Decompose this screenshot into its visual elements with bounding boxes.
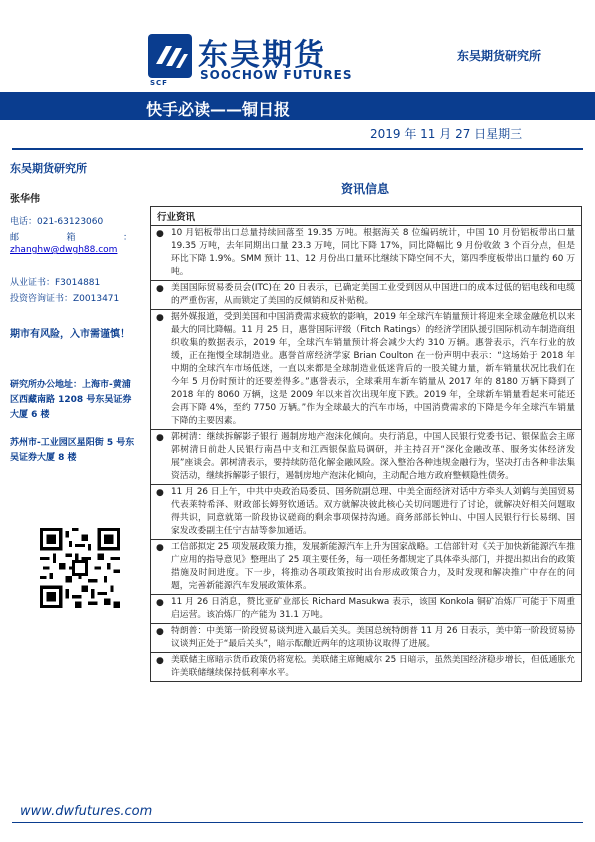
page-header bbox=[0, 0, 595, 92]
news-text: 美联储主席暗示货币政策仍将宽松。美联储主席鲍威尔 25 日暗示，虽然美国经济稳步增长，但低通胀允许美联储继续保持低利率水平。 bbox=[171, 655, 575, 678]
news-box-heading: 行业资讯 bbox=[151, 207, 581, 226]
bullet-icon: ● bbox=[156, 284, 164, 294]
news-text: 特朗普：中美第一阶段贸易谈判进入最后关头。美国总统特朗普 11 月 26 日表示，美中第一阶段贸易协议谈判正处于“最后关头”，暗示酝酿近两年的这项协议取得了进展。 bbox=[171, 626, 575, 649]
bullet-icon: ● bbox=[156, 229, 164, 239]
bullet-icon: ● bbox=[156, 433, 164, 443]
email-label bbox=[10, 230, 132, 243]
email-label-mid: 箱 bbox=[66, 233, 76, 243]
news-item bbox=[151, 624, 581, 653]
footer-website-link[interactable]: www.dwfutures.com bbox=[20, 804, 153, 819]
consulting-license: 投资咨询证书：Z0013471 bbox=[10, 294, 120, 304]
news-text: 10 月铝板带出口总量持续回落至 19.35 万吨。根据海关 8 位编码统计，中国 10 月份铝板带出口量 19.35 万吨，去年同期出口量 23.3 万吨，同比下降 17%，同比降幅比 9 月份收敛 3 个百分点，但是环比下降 1.9%。SMM 预计 11、12 月份出口量环比继续下降空间不大，第四季度板带出口量约 60 万吨。 bbox=[171, 228, 575, 277]
risk-warning: 期市有风险，入市需谨慎！ bbox=[10, 329, 130, 340]
news-item bbox=[151, 595, 581, 624]
bullet-icon: ● bbox=[156, 598, 164, 608]
news-item bbox=[151, 485, 581, 540]
news-item bbox=[151, 540, 581, 595]
soochow-logo-icon bbox=[148, 34, 192, 78]
email-label-colon: ： bbox=[122, 233, 132, 243]
title-banner bbox=[0, 92, 595, 120]
logo-chinese-name: 东吴期货 bbox=[198, 38, 326, 73]
qr-code-icon bbox=[40, 528, 120, 608]
news-text: 据外媒报道，受到美国和中国消费需求疲软的影响，2019 年全球汽车销量预计将迎来全球金融危机以来最大的同比降幅。11 月 25 日，惠誉国际评级（Fitch Ratings）的经济学团队援引国际机动车制造商组织收集的数据表示，2019 年，全球汽车销量预计将会减少大约 310 万辆。惠誉表示，汽车行业的放缓，正在拖慢全球制造业。惠誉首席经济学家 Brian Coulton 在一份声明中表示：“这场始于 2018 年中期的全球汽车市场低迷，一直以来都是全球制造业低迷背后的一股关键力量，新车销量状况比我们在今年 5 月份时预计的还要差得多。”惠誉表示，全球乘用车新车销量从 2017 年的 8180 万辆下降到了 2018 年的 8060 万辆，这是 2009 年以来首次出现年度下跌。2019 年，全球新车销量看起来可能还会再下降 4%，至约 7750 万辆。”作为全球最大的汽车市场，中国消费需求的下降是今年全球汽车销量下降的主要因素。 bbox=[171, 312, 575, 426]
news-list bbox=[151, 226, 581, 681]
email-label-left: 邮 bbox=[10, 233, 20, 243]
analyst-email-link[interactable]: zhanghw@dwgh88.com bbox=[10, 245, 118, 255]
section-title: 资讯信息 bbox=[340, 182, 389, 196]
bullet-icon: ● bbox=[156, 488, 164, 498]
logo-abbreviation: SCF bbox=[150, 79, 168, 87]
news-item bbox=[151, 653, 581, 681]
news-item bbox=[151, 310, 581, 430]
news-text: 美国国际贸易委员会(ITC)在 20 日表示，已确定美国工业受到因从中国进口的成本过低的铝电线和电缆的严重伤害，从而锁定了美国的反倾销和反补贴税。 bbox=[171, 283, 575, 306]
news-item bbox=[151, 226, 581, 281]
analyst-phone: 电话：021-63123060 bbox=[10, 217, 104, 227]
bullet-icon: ● bbox=[156, 313, 164, 323]
suzhou-address: 苏州市-工业园区星阳街 5 号东吴证券大厦 8 楼 bbox=[10, 438, 135, 463]
news-text: 郭树清：继续拆解影子银行 遏制房地产泡沫化倾向。央行消息，中国人民银行党委书记、银保监会主席郭树清日前赴人民银行南昌中支和江西银保监局调研，并主持召开“深化金融改革、服务实体经济发展”座谈会。郭树清表示，要持续防范化解金融风险。深入整治各种违规金融行为，坚决打击各种非法集资活动，继续拆解影子银行，遏制房地产泡沫化倾向，主动配合地方政府整顿隐性债务。 bbox=[171, 432, 575, 481]
bullet-icon: ● bbox=[156, 627, 164, 637]
header-divider bbox=[12, 148, 583, 150]
report-date: 2019 年 11 月 27 日星期三 bbox=[370, 127, 523, 141]
shanghai-address: 研究所办公地址：上海市-黄浦区西藏南路 1208 号东吴证券大厦 6 楼 bbox=[10, 380, 132, 420]
news-text: 11 月 26 日上午，中共中央政治局委员、国务院副总理、中美全面经济对话中方牵头人刘鹤与美国贸易代表莱特希泽、财政部长姆努钦通话。双方就解决彼此核心关切问题进行了讨论，就解决好相关问题取得共识，同意就第一阶段协议磋商的剩余事项保持沟通。商务部部长钟山、中国人民银行行长易纲、国家发改委副主任宁吉喆等参加通话。 bbox=[171, 487, 575, 536]
bullet-icon: ● bbox=[156, 543, 164, 553]
analyst-name: 张华伟 bbox=[10, 194, 40, 205]
news-item bbox=[151, 430, 581, 485]
news-text: 11 月 26 日消息，赞比亚矿业部长 Richard Masukwa 表示，该国 Konkola 铜矿冶炼厂可能于下周重启运营。该冶炼厂的产能为 31.1 万吨。 bbox=[171, 597, 575, 620]
industry-news-box bbox=[150, 206, 582, 682]
report-title: 快手必读——铜日报 bbox=[146, 100, 291, 119]
bullet-icon: ● bbox=[156, 656, 164, 666]
footer-divider bbox=[12, 822, 583, 823]
sidebar-institute: 东吴期货研究所 bbox=[10, 162, 87, 175]
news-item bbox=[151, 281, 581, 310]
logo-english-name: SOOCHOW FUTURES bbox=[200, 68, 353, 82]
practice-license: 从业证书：F3014881 bbox=[10, 278, 101, 288]
header-institute: 东吴期货研究所 bbox=[457, 49, 542, 63]
news-text: 工信部拟定 25 项发展政策力推，发展新能源汽车上升为国家战略。工信部针对《关于加快新能源汽车推广应用的指导意见》整理出了 25 项主要任务，每一项任务都规定了具体牵头部门，并提出拟出台的政策措施及时间进度。下一步，将推动各项政策按时出台形成政策合力，及时发现和解决推广中存在的问题，完善新能源汽车发展政策体系。 bbox=[171, 542, 575, 591]
